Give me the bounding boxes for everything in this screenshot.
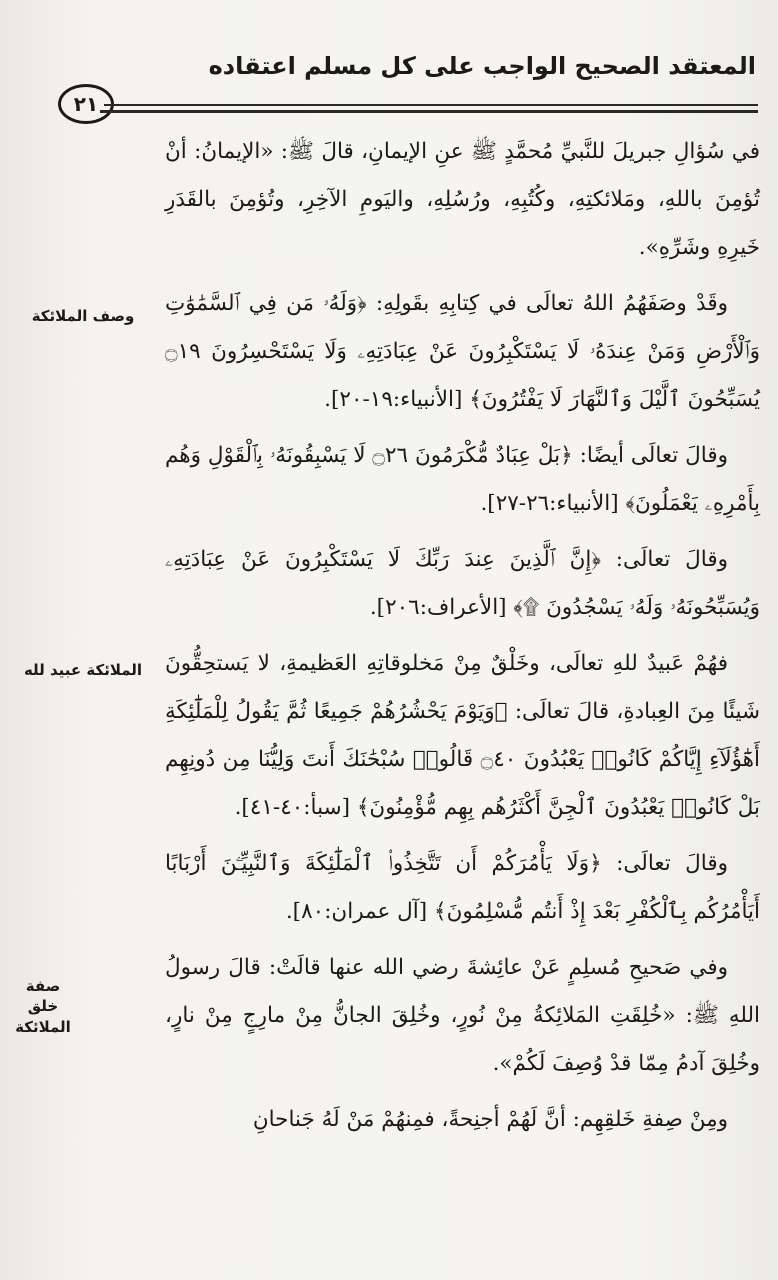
paragraph-araf-206: وقالَ تعالَى: ﴿إِنَّ ٱلَّذِينَ عِندَ رَبِّكَ لَا يَسْتَكْبِرُونَ عَنْ عِبَادَتِهِۦ وَيُسَبِّحُونَهُۥ وَلَهُۥ يَسْجُدُونَ ۩﴾ [الأعراف:٢٠٦].	[165, 547, 760, 620]
body-text	[165, 128, 760, 1152]
running-header-title: المعتقد الصحيح الواجب على كل مسلم اعتقاده	[208, 52, 756, 80]
paragraph-saba-40-41: فهُمْ عَبيدٌ للهِ تعالَى، وخَلْقٌ مِنْ مَخلوقاتِهِ العَظيمةِ، لا يَستحِقُّونَ شَيئًا مِنَ العِبادةِ، قالَ تعالَى: ﴿وَيَوْمَ يَحْشُرُهُمْ جَمِيعًا ثُمَّ يَقُولُ لِلْمَلَٰٓئِكَةِ أَهَٰٓؤُلَآءِ إِيَّاكُمْ كَانُوا۟ يَعْبُدُونَ ۝٤٠ قَالُوا۟ سُبْحَٰنَكَ أَنتَ وَلِيُّنَا مِن دُونِهِم بَلْ كَانُوا۟ يَعْبُدُونَ ٱلْجِنَّ أَكْثَرُهُم بِهِم مُّؤْمِنُونَ﴾ [سبأ:٤٠-٤١].	[165, 651, 760, 820]
paragraph-anbiya-26-27: وقالَ تعالَى أيضًا: ﴿بَلْ عِبَادٌ مُّكْرَمُونَ ۝٢٦ لَا يَسْبِقُونَهُۥ بِٱلْقَوْلِ وَهُم بِأَمْرِهِۦ يَعْمَلُونَ﴾ [الأنبياء:٢٦-٢٧].	[165, 443, 760, 516]
header-rule-thick	[100, 110, 758, 113]
margin-note-angels-creation: صفة خلق الملائكة	[15, 977, 71, 1036]
paragraph-anbiya-19-20: وقَدْ وصَفَهُمُ اللهُ تعالَى في كِتابِهِ بقَولِهِ: ﴿وَلَهُۥ مَن فِي ٱلسَّمَٰوَٰتِ وَٱلْأَرْضِ وَمَنْ عِندَهُۥ لَا يَسْتَكْبِرُونَ عَنْ عِبَادَتِهِۦ وَلَا يَسْتَحْسِرُونَ ۝١٩ يُسَبِّحُونَ ٱلَّيْلَ وَٱلنَّهَارَ لَا يَفْتُرُونَ﴾ [الأنبياء:١٩-٢٠].	[165, 291, 760, 412]
header-rule-thin	[104, 104, 758, 106]
margin-note-angels-description: وصف الملائكة	[31, 307, 135, 325]
page-number: ٢١	[58, 84, 114, 124]
paragraph-al-imran-80: وقالَ تعالَى: ﴿وَلَا يَأْمُرَكُمْ أَن تَتَّخِذُوا۟ ٱلْمَلَٰٓئِكَةَ وَٱلنَّبِيِّـۧنَ أَرْبَابًا أَيَأْمُرُكُم بِٱلْكُفْرِ بَعْدَ إِذْ أَنتُم مُّسْلِمُونَ﴾ [آل عمران:٨٠].	[165, 851, 760, 924]
paragraph-hadith-jibril: في سُؤالِ جبريلَ للنَّبيِّ مُحمَّدٍ ﷺ عنِ الإيمانِ، قالَ ﷺ: «الإيمانُ: أنْ تُؤمِنَ باللهِ، ومَلائكتِهِ، وكُتُبِهِ، ورُسُلِهِ، واليَومِ الآخِرِ، وتُؤمِنَ بالقَدَرِ خَيرِهِ وشَرِّهِ».	[165, 139, 760, 260]
paragraph-hadith-aisha: وفي صَحيحِ مُسلِمٍ عَنْ عائِشةَ رضي الله عنها قالَتْ: قالَ رسولُ اللهِ ﷺ: «خُلِقَتِ المَلائِكةُ مِنْ نُورٍ، وخُلِقَ الجانُّ مِنْ مارِجٍ مِنْ نارٍ، وخُلِقَ آدمُ مِمّا قدْ وُصِفَ لَكُمْ».	[165, 955, 760, 1076]
paragraph-wings: ومِنْ صِفةِ خَلقِهِم: أنَّ لَهُمْ أجنِحةً، فمِنهُمْ مَنْ لَهُ جَناحانِ	[252, 1107, 728, 1132]
margin-note-angels-servants: الملائكة عبيد لله	[23, 661, 143, 679]
